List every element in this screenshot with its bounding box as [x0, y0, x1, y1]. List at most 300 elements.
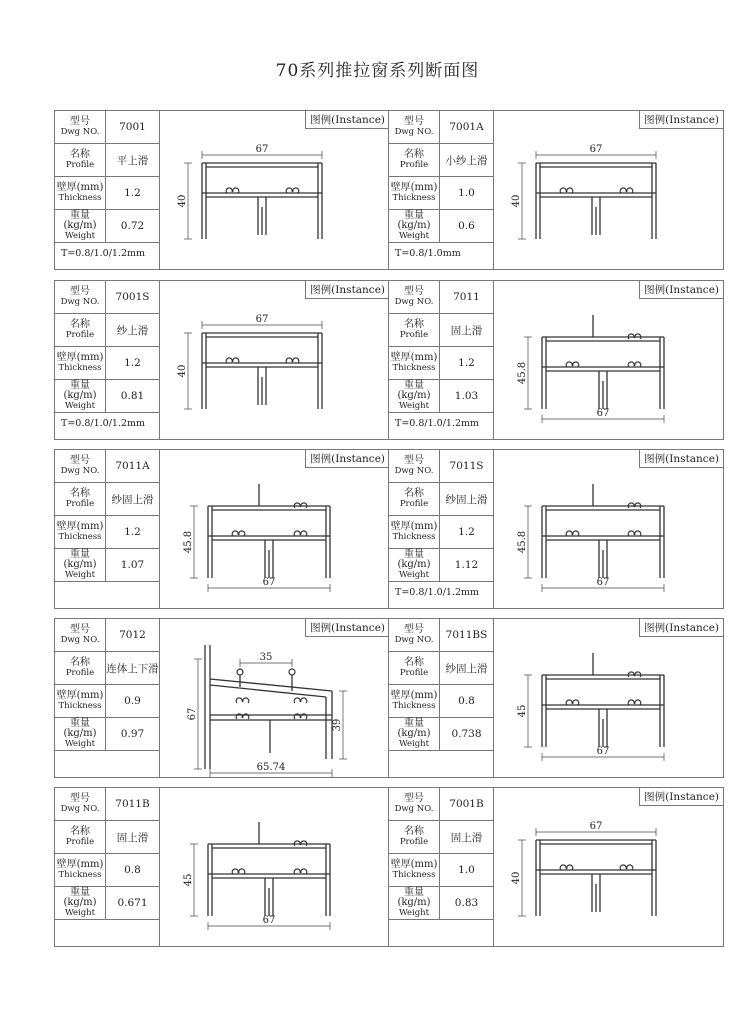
spec-table — [389, 788, 494, 946]
name-label-cn-text: 名称 — [70, 826, 90, 837]
weight-label-en: Weight — [398, 570, 430, 580]
model-label-cn — [70, 456, 90, 466]
name-label-en: Profile — [65, 837, 95, 847]
weight-value: 0.97 — [120, 728, 145, 740]
wall-label-cn — [57, 353, 104, 363]
profile-card — [388, 618, 724, 778]
weight-label-cn — [389, 550, 439, 570]
spec-row-weight — [389, 549, 493, 582]
wall-thickness: 1.2 — [458, 526, 475, 538]
weight-unit: (kg/m) — [63, 728, 97, 739]
spec-table — [389, 619, 494, 777]
wall-label-cn — [57, 183, 104, 193]
model-label-en: Dwg NO. — [60, 297, 100, 307]
name-label-cn-text: 名称 — [70, 488, 90, 499]
section-drawing — [160, 281, 389, 439]
weight-label-cn — [389, 719, 439, 739]
profile-section-drawing — [511, 144, 656, 239]
name-label-en: Profile — [399, 837, 429, 847]
name-label-en: Profile — [399, 668, 429, 678]
model-label — [55, 788, 106, 820]
spec-row-weight — [389, 380, 493, 413]
weight-unit: (kg/m) — [63, 220, 97, 231]
name-label-cn — [404, 320, 424, 330]
dimension-width: 67 — [262, 577, 276, 588]
profile-name: 固上滑 — [450, 324, 483, 337]
section-drawing — [494, 619, 723, 777]
wall-unit: (mm) — [410, 182, 438, 193]
wall-label-en: Thickness — [58, 363, 102, 373]
wall-unit: (mm) — [76, 690, 104, 701]
profile-section-drawing — [517, 484, 664, 592]
dimension-width: 67 — [589, 821, 603, 832]
section-drawing — [494, 111, 723, 269]
spec-row-wall — [55, 347, 159, 380]
model-number: 7012 — [119, 629, 146, 641]
thickness-note: T=0.8/1.0/1.2mm — [61, 248, 146, 259]
profile-section-drawing — [511, 821, 656, 916]
profile-name: 纱固上滑 — [445, 493, 488, 506]
wall-thickness: 1.2 — [458, 357, 475, 369]
model-label — [389, 450, 440, 482]
dimension-height: 40 — [511, 871, 522, 885]
spec-row-name — [55, 314, 159, 347]
name-label-cn-text: 名称 — [70, 319, 90, 330]
name-label-cn — [70, 658, 90, 668]
spec-row-model — [55, 281, 159, 314]
wall-label-en: Thickness — [58, 532, 102, 542]
wall-label-cn-text: 壁厚 — [390, 182, 411, 193]
wall-label-en: Thickness — [392, 532, 436, 542]
wall-thickness: 1.0 — [458, 864, 475, 876]
model-label-cn — [70, 794, 90, 804]
weight-label-cn-text: 重量 — [70, 718, 90, 729]
wall-label-cn — [391, 860, 438, 870]
spec-table — [389, 111, 494, 269]
wall-label-en: Thickness — [392, 363, 436, 373]
dimension-height: 40 — [177, 364, 188, 378]
model-label-cn-text: 型号 — [404, 793, 424, 804]
name-label-en: Profile — [65, 499, 95, 509]
spec-row-weight — [389, 887, 493, 920]
weight-label-en: Weight — [398, 401, 430, 411]
weight-unit: (kg/m) — [63, 390, 97, 401]
weight-unit: (kg/m) — [63, 897, 97, 908]
model-label-cn — [404, 456, 424, 466]
spec-row-model — [389, 450, 493, 483]
name-label — [55, 144, 106, 176]
spec-row-model — [55, 111, 159, 144]
wall-label-cn-text: 壁厚 — [56, 182, 77, 193]
wall-thickness: 0.8 — [124, 864, 141, 876]
model-label-en: Dwg NO. — [60, 127, 100, 137]
spec-table — [55, 281, 160, 439]
name-label — [389, 652, 440, 684]
model-label-cn — [70, 625, 90, 635]
weight-value: 1.03 — [454, 390, 479, 402]
dimension-width: 65.74 — [256, 762, 286, 773]
spec-row-weight — [55, 887, 159, 920]
model-label-cn-text: 型号 — [404, 455, 424, 466]
wall-label-cn-text: 壁厚 — [56, 521, 77, 532]
weight-label-cn — [389, 888, 439, 908]
wall-label-cn-text: 壁厚 — [390, 690, 411, 701]
legend-label: 图例(Instance) — [639, 111, 723, 129]
weight-label-en: Weight — [64, 401, 96, 411]
dimension-height: 45.8 — [517, 530, 528, 554]
name-label — [389, 314, 440, 346]
model-number: 7001A — [449, 121, 484, 133]
wall-unit: (mm) — [410, 859, 438, 870]
weight-value: 1.12 — [454, 559, 479, 571]
dimension-top: 35 — [259, 652, 273, 663]
model-label-en: Dwg NO. — [60, 466, 100, 476]
weight-label-cn-text: 重量 — [404, 718, 424, 729]
dimension-right: 39 — [332, 718, 343, 732]
legend-label: 图例(Instance) — [639, 788, 723, 806]
weight-unit: (kg/m) — [63, 559, 97, 570]
name-label-cn-text: 名称 — [404, 488, 424, 499]
profile-section-drawing — [177, 144, 322, 239]
weight-label-cn — [55, 381, 105, 401]
profile-section-drawing — [187, 645, 347, 777]
name-label-cn — [70, 320, 90, 330]
model-label-cn-text: 型号 — [70, 116, 90, 127]
profile-section-drawing — [177, 314, 322, 409]
wall-label-en: Thickness — [58, 701, 102, 711]
weight-value: 0.738 — [451, 728, 482, 740]
spec-table — [55, 619, 160, 777]
spec-row-model — [55, 450, 159, 483]
wall-label-cn-text: 壁厚 — [56, 352, 77, 363]
weight-value: 0.72 — [120, 220, 145, 232]
dimension-width: 67 — [262, 915, 276, 926]
model-label-en: Dwg NO. — [60, 635, 100, 645]
weight-label — [389, 887, 440, 919]
spec-row-name — [55, 483, 159, 516]
spec-row-name — [55, 821, 159, 854]
thickness-note: T=0.8/1.0/1.2mm — [395, 418, 480, 429]
model-number: 7001B — [449, 798, 484, 810]
thickness-note: T=0.8/1.0/1.2mm — [395, 587, 480, 598]
weight-label — [389, 380, 440, 412]
profile-section-drawing — [517, 315, 664, 423]
spec-row-wall — [389, 854, 493, 887]
section-drawing — [494, 450, 723, 608]
dimension-height: 45 — [517, 704, 528, 718]
profile-section-drawing — [183, 822, 330, 930]
section-drawing — [494, 788, 723, 946]
spec-row-name — [389, 144, 493, 177]
name-label-cn — [404, 150, 424, 160]
weight-label-cn-text: 重量 — [404, 549, 424, 560]
weight-unit: (kg/m) — [397, 390, 431, 401]
spec-table — [55, 788, 160, 946]
name-label-cn — [404, 658, 424, 668]
weight-label-en: Weight — [398, 231, 430, 241]
profile-card — [388, 787, 724, 947]
model-label-en: Dwg NO. — [394, 804, 434, 814]
model-label-cn — [70, 117, 90, 127]
legend-label: 图例(Instance) — [305, 281, 389, 299]
profile-name: 纱固上滑 — [445, 662, 488, 675]
model-label — [389, 619, 440, 651]
profile-section-drawing — [517, 653, 664, 761]
wall-label-en: Thickness — [58, 193, 102, 203]
model-number: 7011BS — [445, 629, 488, 641]
wall-label — [389, 347, 440, 379]
wall-label-cn-text: 壁厚 — [56, 859, 77, 870]
wall-unit: (mm) — [76, 352, 104, 363]
wall-label — [55, 516, 106, 548]
model-label — [55, 450, 106, 482]
model-label — [55, 111, 106, 143]
legend-label: 图例(Instance) — [305, 111, 389, 129]
profile-card — [388, 449, 724, 609]
profile-card — [388, 280, 724, 440]
weight-label-en: Weight — [64, 570, 96, 580]
spec-row-name — [389, 483, 493, 516]
weight-value: 0.671 — [117, 897, 148, 909]
wall-thickness: 1.2 — [124, 357, 141, 369]
weight-label — [389, 549, 440, 581]
profile-name: 连体上下滑 — [106, 662, 159, 675]
name-label-cn-text: 名称 — [70, 149, 90, 160]
profile-card — [54, 110, 390, 270]
weight-label-cn-text: 重量 — [404, 887, 424, 898]
model-label-cn — [404, 625, 424, 635]
weight-value: 1.07 — [120, 559, 145, 571]
name-label-cn-text: 名称 — [70, 657, 90, 668]
legend-label: 图例(Instance) — [305, 450, 389, 468]
wall-unit: (mm) — [76, 182, 104, 193]
profile-card — [388, 110, 724, 270]
spec-row-weight — [389, 210, 493, 243]
model-label-en: Dwg NO. — [394, 127, 434, 137]
wall-unit: (mm) — [76, 859, 104, 870]
spec-row-wall — [55, 854, 159, 887]
wall-label — [389, 854, 440, 886]
weight-value: 0.6 — [458, 220, 475, 232]
weight-value: 0.81 — [120, 390, 145, 402]
name-label — [389, 144, 440, 176]
weight-label-cn — [389, 381, 439, 401]
spec-row-wall — [389, 685, 493, 718]
wall-thickness: 0.8 — [458, 695, 475, 707]
weight-label-en: Weight — [398, 908, 430, 918]
model-number: 7011S — [449, 460, 484, 472]
wall-label-en: Thickness — [392, 193, 436, 203]
legend-label: 图例(Instance) — [639, 281, 723, 299]
name-label — [55, 652, 106, 684]
weight-label-cn-text: 重量 — [70, 887, 90, 898]
name-label-cn — [70, 150, 90, 160]
name-label-cn — [404, 827, 424, 837]
weight-value: 0.83 — [454, 897, 479, 909]
model-label — [389, 111, 440, 143]
weight-label — [389, 210, 440, 242]
dimension-height: 40 — [511, 194, 522, 208]
dimension-width: 67 — [596, 408, 610, 419]
spec-row-model — [389, 111, 493, 144]
wall-label — [55, 685, 106, 717]
profile-card — [54, 618, 390, 778]
spec-row-wall — [389, 516, 493, 549]
weight-label-cn — [55, 719, 105, 739]
dimension-height: 45 — [183, 873, 194, 887]
thickness-note: T=0.8/1.0mm — [395, 248, 461, 259]
model-label-cn — [404, 794, 424, 804]
spec-row-wall — [389, 177, 493, 210]
weight-label — [55, 380, 106, 412]
spec-row-wall — [55, 177, 159, 210]
model-label-cn — [404, 287, 424, 297]
spec-row-name — [389, 652, 493, 685]
legend-label: 图例(Instance) — [305, 619, 389, 637]
spec-row-weight — [55, 718, 159, 751]
weight-label-cn — [389, 211, 439, 231]
weight-label-cn-text: 重量 — [70, 380, 90, 391]
spec-row-name — [55, 144, 159, 177]
name-label-en: Profile — [65, 160, 95, 170]
weight-label-cn — [55, 888, 105, 908]
weight-label — [55, 718, 106, 750]
wall-label-cn — [391, 522, 438, 532]
profile-name: 平上滑 — [116, 154, 149, 167]
weight-label-en: Weight — [64, 739, 96, 749]
dimension-width: 67 — [589, 144, 603, 155]
spec-row-weight — [55, 210, 159, 243]
name-label-en: Profile — [399, 499, 429, 509]
model-label-cn-text: 型号 — [404, 624, 424, 635]
name-label-cn-text: 名称 — [404, 319, 424, 330]
wall-unit: (mm) — [410, 352, 438, 363]
wall-unit: (mm) — [76, 521, 104, 532]
section-drawing — [160, 788, 389, 946]
spec-row-wall — [55, 685, 159, 718]
dimension-width: 67 — [596, 577, 610, 588]
profile-name: 固上滑 — [450, 831, 483, 844]
profile-card — [54, 449, 390, 609]
name-label-cn — [404, 489, 424, 499]
spec-row-wall — [389, 347, 493, 380]
weight-label — [55, 210, 106, 242]
dimension-height: 45.8 — [517, 361, 528, 385]
spec-row-name — [389, 821, 493, 854]
wall-thickness: 1.2 — [124, 187, 141, 199]
name-label — [55, 483, 106, 515]
weight-unit: (kg/m) — [397, 559, 431, 570]
model-label — [55, 619, 106, 651]
profile-name: 纱上滑 — [116, 324, 149, 337]
model-label-en: Dwg NO. — [394, 635, 434, 645]
name-label-cn-text: 名称 — [404, 657, 424, 668]
model-label-cn-text: 型号 — [70, 793, 90, 804]
spec-table — [389, 281, 494, 439]
model-label-en: Dwg NO. — [60, 804, 100, 814]
name-label-cn-text: 名称 — [404, 149, 424, 160]
model-label-cn-text: 型号 — [70, 455, 90, 466]
wall-label-cn — [391, 183, 438, 193]
model-label — [55, 281, 106, 313]
model-label-cn-text: 型号 — [404, 116, 424, 127]
spec-row-model — [55, 619, 159, 652]
weight-unit: (kg/m) — [397, 897, 431, 908]
wall-unit: (mm) — [410, 521, 438, 532]
weight-label-en: Weight — [64, 231, 96, 241]
name-label — [55, 821, 106, 853]
weight-label-cn-text: 重量 — [404, 210, 424, 221]
profile-name: 固上滑 — [116, 831, 149, 844]
spec-row-model — [389, 788, 493, 821]
section-drawing — [494, 281, 723, 439]
spec-table — [55, 111, 160, 269]
profile-name: 小纱上滑 — [445, 154, 488, 167]
dimension-width: 67 — [596, 746, 610, 757]
profile-card — [54, 787, 390, 947]
spec-row-wall — [55, 516, 159, 549]
wall-label-cn-text: 壁厚 — [390, 352, 411, 363]
dimension-height: 40 — [177, 194, 188, 208]
spec-row-weight — [55, 380, 159, 413]
name-label — [55, 314, 106, 346]
weight-label-en: Weight — [64, 908, 96, 918]
wall-label-cn-text: 壁厚 — [390, 859, 411, 870]
legend-label: 图例(Instance) — [639, 450, 723, 468]
wall-thickness: 0.9 — [124, 695, 141, 707]
weight-label-cn-text: 重量 — [70, 210, 90, 221]
wall-label-cn-text: 壁厚 — [390, 521, 411, 532]
weight-label-cn-text: 重量 — [70, 549, 90, 560]
model-label-cn — [70, 287, 90, 297]
dimension-height: 45.8 — [183, 530, 194, 554]
name-label-en: Profile — [65, 668, 95, 678]
wall-label-en: Thickness — [392, 701, 436, 711]
wall-label-en: Thickness — [58, 870, 102, 880]
weight-label — [55, 887, 106, 919]
weight-label — [389, 718, 440, 750]
wall-label — [389, 177, 440, 209]
spec-row-weight — [389, 718, 493, 751]
wall-label — [55, 177, 106, 209]
model-label-cn-text: 型号 — [70, 286, 90, 297]
model-number: 7001 — [119, 121, 146, 133]
spec-table — [389, 450, 494, 608]
profile-section-drawing — [183, 484, 330, 592]
profile-name: 纱固上滑 — [111, 493, 154, 506]
weight-label-cn — [55, 550, 105, 570]
model-label-cn — [404, 117, 424, 127]
wall-label-cn — [57, 860, 104, 870]
spec-row-model — [389, 619, 493, 652]
name-label-en: Profile — [65, 330, 95, 340]
name-label-cn — [70, 489, 90, 499]
profile-card — [54, 280, 390, 440]
model-number: 7011 — [453, 291, 480, 303]
wall-label — [389, 516, 440, 548]
spec-row-model — [55, 788, 159, 821]
name-label-cn-text: 名称 — [404, 826, 424, 837]
model-number: 7001S — [115, 291, 150, 303]
dimension-height: 67 — [187, 707, 198, 721]
wall-label-en: Thickness — [392, 870, 436, 880]
model-label-en: Dwg NO. — [394, 466, 434, 476]
wall-label — [55, 854, 106, 886]
section-drawing — [160, 111, 389, 269]
spec-row-name — [389, 314, 493, 347]
model-label-cn-text: 型号 — [70, 624, 90, 635]
name-label-en: Profile — [399, 330, 429, 340]
